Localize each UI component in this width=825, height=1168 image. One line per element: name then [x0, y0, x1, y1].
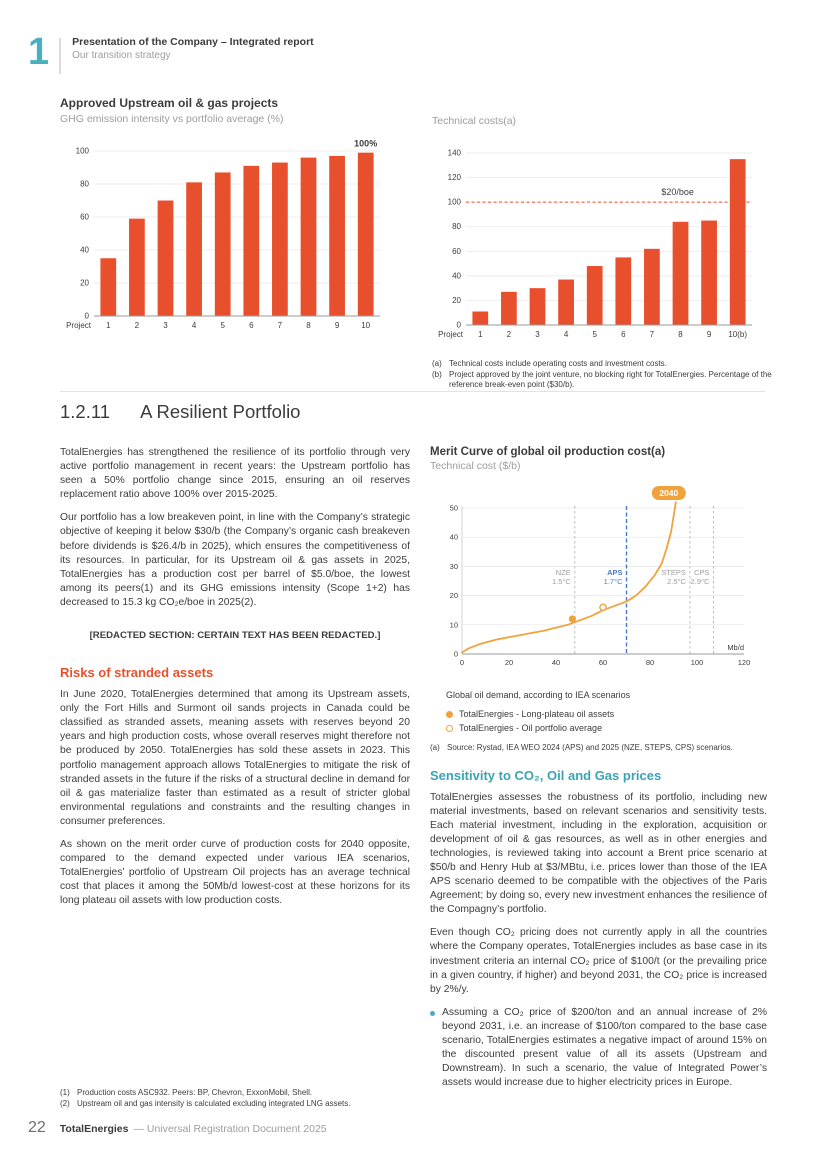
svg-text:1: 1	[478, 330, 483, 339]
legend-item-portfolio-average	[430, 723, 767, 733]
svg-text:NZE: NZE	[555, 568, 571, 578]
legend-label: TotalEnergies - Oil portfolio average	[459, 723, 603, 733]
svg-text:120: 120	[737, 658, 751, 667]
svg-text:40: 40	[551, 658, 561, 667]
ghg-intensity-chart-block	[60, 96, 412, 391]
header-subtitle: Our transition strategy	[72, 50, 171, 61]
svg-text:80: 80	[645, 658, 655, 667]
svg-text:4: 4	[563, 330, 569, 339]
page-footnote-1	[60, 1087, 480, 1098]
svg-text:40: 40	[80, 245, 89, 255]
risks-heading: Risks of stranded assets	[60, 665, 214, 681]
svg-text:3: 3	[163, 321, 168, 330]
svg-text:0: 0	[84, 311, 89, 321]
top-charts-row	[60, 96, 784, 391]
svg-text:2040: 2040	[659, 488, 679, 498]
section-divider	[60, 391, 765, 392]
merit-chart-title: Merit Curve of global oil production cost(a)	[430, 446, 666, 458]
svg-text:4: 4	[191, 321, 197, 330]
svg-text:100%: 100%	[354, 138, 378, 149]
svg-text:20: 20	[504, 658, 514, 667]
svg-text:2: 2	[134, 321, 140, 330]
technical-costs-chart-title: Technical costs(a)	[432, 115, 517, 127]
chapter-number: 1	[28, 31, 50, 73]
section-title: A Resilient Portfolio	[140, 401, 301, 422]
svg-text:5: 5	[592, 330, 597, 339]
technical-costs-bar-chart	[432, 137, 762, 349]
footnote-marker: (b)	[432, 369, 442, 379]
svg-text:40: 40	[452, 271, 461, 281]
footnote-marker: (a)	[432, 359, 442, 368]
footnote-text: Production costs ASC932. Peers: BP, Chevron, ExxonMobil, Shell.	[77, 1088, 313, 1097]
bullet-text: Assuming a CO₂ price of $200/ton and an annual increase of 2% beyond 2031, i.e. an increase of $100/ton compared to the base case scenario, TotalEnergies estimates a negative impact of around 15% on the discounted present value of all its assets (Upstream and Downstream). In such a scenario, the value of Integrated Power’s assets would increase due to higher electricity prices in Europe.	[442, 1006, 767, 1089]
ghg-chart-title: Approved Upstream oil & gas projects	[60, 96, 279, 110]
svg-text:7: 7	[277, 321, 283, 330]
footnote-text: Project approved by the joint venture, no blocking right for TotalEnergies. Percentage of the reference break-even point ($30/b).	[449, 369, 772, 390]
svg-text:1.7°C: 1.7°C	[603, 577, 623, 587]
section-heading	[60, 401, 300, 423]
svg-text:2.5°C: 2.5°C	[667, 577, 686, 587]
technical-costs-chart-block	[432, 96, 784, 391]
paragraph: Our portfolio has a low breakeven point, in line with the Company’s strategic objective of keeping it below $30/b (the Company’s organic cash breakeven before dividends is $26.4/b in 2025), which ensures the competitiveness of its resources. In particular, for its Upstream oil & gas assets in 2025, TotalEnergies has a production cost per barrel of $5.0/boe, the lowest among its peers(1) and its GHG emissions intensity (Scope 1+2) has decreased to 15.3 kg CO₂e/boe in 2025(2).	[60, 512, 410, 608]
svg-text:20: 20	[80, 278, 89, 288]
svg-text:9: 9	[706, 330, 712, 339]
page-header	[28, 31, 314, 74]
svg-text:1: 1	[106, 321, 111, 330]
footnote-marker: (2)	[60, 1099, 70, 1109]
bullet-item	[430, 1006, 767, 1091]
svg-text:100: 100	[690, 658, 704, 667]
svg-text:100: 100	[75, 146, 89, 156]
page-footer	[28, 1119, 327, 1137]
svg-text:40: 40	[449, 532, 458, 542]
merit-chart-caption: Global oil demand, according to IEA scenarios	[446, 690, 631, 700]
svg-text:60: 60	[452, 246, 461, 256]
svg-text:80: 80	[452, 222, 461, 232]
merit-chart-footnote	[430, 743, 767, 754]
footnote-text: Upstream oil and gas intensity is calculated excluding integrated LNG assets.	[77, 1099, 351, 1109]
svg-text:0: 0	[456, 320, 461, 330]
open-dot-icon	[446, 725, 453, 732]
paragraph: Even though CO₂ pricing does not currently apply in all the countries where the Company operates, TotalEnergies includes as base case in its investment criteria an internal CO₂ price of $100/t (or the prevailing price in a given country, if higher) and beyond 2031, the CO₂ price is increased by 2%/y.	[430, 927, 767, 995]
header-divider	[59, 38, 61, 74]
header-title: Presentation of the Company – Integrated report	[72, 36, 314, 48]
svg-text:30: 30	[449, 561, 458, 571]
paragraph: As shown on the merit order curve of production costs for 2040 opposite, compared to the demand expected under various IEA scenarios, TotalEnergies’ portfolio of Upstream Oil projects has an average technical cost that places it among the 50Mb/d lowest-cost at these horizons for its long plateau oil assets with low production costs.	[60, 838, 410, 907]
svg-text:1.5°C: 1.5°C	[551, 577, 571, 587]
chart-footnote-b	[432, 370, 784, 391]
svg-text:20: 20	[452, 295, 461, 305]
redacted-notice: [REDACTED SECTION: CERTAIN TEXT HAS BEEN REDACTED.]	[89, 630, 381, 642]
bullet-icon	[430, 1011, 435, 1016]
svg-text:10: 10	[361, 321, 371, 330]
svg-text:6: 6	[621, 330, 626, 339]
svg-text:100: 100	[447, 197, 461, 207]
svg-text:6: 6	[249, 321, 254, 330]
footnote-text: Technical costs include operating costs and investment costs.	[449, 359, 667, 368]
svg-text:7: 7	[649, 330, 655, 339]
footnote-text: Source: Rystad, IEA WEO 2024 (APS) and 2025 (NZE, STEPS, CPS) scenarios.	[447, 743, 733, 752]
svg-text:60: 60	[80, 212, 89, 222]
ghg-bar-chart	[60, 135, 390, 340]
paragraph: In June 2020, TotalEnergies determined that among its Upstream assets, only the Fort Hills and Surmont oil sands projects in Canada could be classified as stranded assets, meaning assets with reserves beyond 20 years and high production costs, whose overall reserves might therefore not be produced by 2050. TotalEnergies has sold these assets in 2023. This portfolio management approach allows TotalEnergies to mitigate the risk of stranded assets in the future if the risks of a structural decline in demand for oil & gas materialize faster than estimated as a result of stricter global environmental regulations and constraints and the resulting changes in consumer preferences.	[60, 689, 410, 827]
svg-text:80: 80	[80, 179, 89, 189]
paragraph: TotalEnergies has strengthened the resilience of its portfolio through very active portfolio management in recent years: the Upstream portfolio has seen a 50% portfolio change since 2015, ensuring an oil reserves replacement ratio above 100% over 2015-2025.	[60, 447, 410, 501]
svg-text:120: 120	[447, 173, 461, 183]
page-footnote-2	[60, 1098, 480, 1109]
svg-text:8: 8	[306, 321, 311, 330]
filled-dot-icon	[446, 711, 453, 718]
legend-item-long-plateau	[430, 709, 767, 719]
svg-text:2.9°C: 2.9°C	[690, 577, 710, 587]
footer-brand: TotalEnergies	[59, 1123, 129, 1135]
svg-text:Project: Project	[438, 330, 463, 339]
svg-text:10: 10	[449, 620, 458, 630]
page-footnotes	[60, 1087, 480, 1109]
svg-text:3: 3	[535, 330, 540, 339]
svg-text:Project: Project	[66, 321, 91, 330]
svg-text:140: 140	[447, 148, 461, 158]
svg-text:APS: APS	[607, 568, 623, 578]
svg-text:60: 60	[598, 658, 608, 667]
footnote-marker: (1)	[60, 1088, 70, 1097]
svg-text:0: 0	[459, 658, 465, 667]
left-column	[60, 446, 410, 1090]
legend-label: TotalEnergies - Long-plateau oil assets	[459, 709, 615, 719]
header-text	[72, 36, 314, 61]
body-columns	[60, 446, 767, 1090]
chart-footnotes	[432, 359, 784, 391]
paragraph: TotalEnergies assesses the robustness of its portfolio, including new material investments, based on relevant scenarios and sensitivity tests. Each material investment, including in the exploration, acquisition or development of oil & gas resources, as well as in other energies and technologies, is reviewed taking into account a Brent price scenario at $50/b and Henry Hub at $3/MBtu, i.e. prices lower than those of the IEA APS scenario deemed to be compatible with the objectives of the Paris Agreement; by doing so, every new investment enhances the resilience of the Compagny’s portfolio.	[430, 791, 767, 916]
svg-text:$20/boe: $20/boe	[661, 187, 694, 198]
svg-text:9: 9	[334, 321, 340, 330]
svg-text:50: 50	[449, 503, 458, 513]
right-column	[430, 446, 767, 1090]
svg-text:0: 0	[453, 649, 458, 659]
svg-text:8: 8	[678, 330, 683, 339]
svg-text:20: 20	[449, 591, 458, 601]
svg-text:10(b): 10(b)	[728, 330, 748, 339]
svg-text:Mb/d: Mb/d	[727, 643, 744, 652]
svg-text:5: 5	[220, 321, 225, 330]
svg-text:2: 2	[506, 330, 512, 339]
footer-text: — Universal Registration Document 2025	[133, 1123, 327, 1135]
svg-text:CPS: CPS	[694, 568, 710, 578]
svg-text:STEPS: STEPS	[661, 568, 686, 578]
ghg-chart-subtitle: GHG emission intensity vs portfolio average (%)	[60, 113, 284, 125]
page-number: 22	[28, 1119, 46, 1136]
merit-chart-subtitle: Technical cost ($/b)	[430, 460, 521, 472]
chart-footnote-a	[432, 359, 784, 370]
footnote-marker: (a)	[430, 743, 440, 752]
section-number: 1.2.11	[60, 401, 111, 422]
sensitivity-heading: Sensitivity to CO₂, Oil and Gas prices	[430, 767, 662, 783]
merit-curve-chart	[436, 480, 756, 682]
